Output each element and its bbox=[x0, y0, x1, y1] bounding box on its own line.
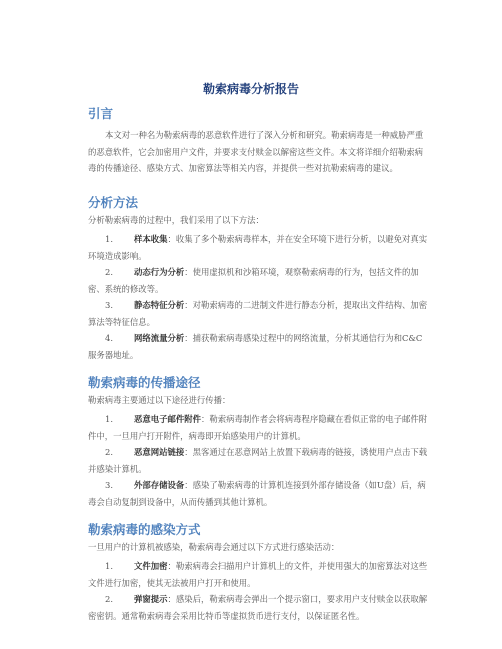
list-number: 3. bbox=[105, 300, 113, 310]
list-item-text: ：勒索病毒会扫描用户计算机上的文件，并使用强大的加密算法对这些文件进行加密，使其无法被用户打开和使用。 bbox=[88, 561, 428, 588]
list-item bbox=[88, 591, 430, 624]
introduction-paragraph: 本文对一种名为勒索病毒的恶意软件进行了深入分析和研究。勒索病毒是一种威胁严重的恶意软件，它会加密用户文件，并要求支付赎金以解密这些文件。本文将详细介绍勒索病毒的传播途径、感染方式、加密算法等相关内容，并提供一些对抗勒索病毒的建议。 bbox=[88, 130, 424, 173]
list-item-lead: 文件加密 bbox=[134, 561, 168, 571]
section-heading-introduction: 引言 bbox=[88, 106, 114, 121]
list-item-lead: 网络流量分析 bbox=[134, 333, 185, 343]
section-heading-propagation: 勒索病毒的传播途径 bbox=[88, 375, 201, 390]
list-item-text: ：使用虚拟机和沙箱环境，观察勒索病毒的行为，包括文件的加密、系统的修改等。 bbox=[88, 267, 419, 294]
list-item-text: ：感染了勒索病毒的计算机连接到外部存储设备（如U盘）后，病毒会自动复制到设备中，从而传播到其他计算机。 bbox=[88, 480, 426, 507]
infection-intro: 一旦用户的计算机被感染，勒索病毒会通过以下方式进行感染活动： bbox=[88, 542, 340, 552]
list-number: 1. bbox=[105, 234, 113, 244]
list-item bbox=[88, 444, 430, 477]
list-number: 2. bbox=[105, 267, 113, 277]
list-item-text: ：感染后，勒索病毒会弹出一个提示窗口，要求用户支付赎金以获取解密密钥。通常勒索病毒会采用比特币等虚拟货币进行支付，以保证匿名性。 bbox=[88, 594, 428, 621]
list-item-text: ：黑客通过在恶意网站上放置下载病毒的链接，诱使用户点击下载并感染计算机。 bbox=[88, 447, 428, 474]
list-item bbox=[88, 411, 430, 444]
list-item-text: ：捕获勒索病毒感染过程中的网络流量，分析其通信行为和C&C服务器地址。 bbox=[88, 333, 423, 360]
list-item bbox=[88, 264, 430, 297]
list-item bbox=[88, 477, 430, 510]
section-heading-infection: 勒索病毒的感染方式 bbox=[88, 522, 201, 537]
list-item bbox=[88, 330, 430, 363]
list-number: 2. bbox=[105, 447, 113, 457]
methods-intro: 分析勒索病毒的过程中，我们采用了以下方法： bbox=[88, 215, 264, 225]
list-number: 4. bbox=[105, 333, 113, 343]
list-item bbox=[88, 558, 430, 591]
list-number: 1. bbox=[105, 414, 113, 424]
list-item-lead: 静态特征分析 bbox=[134, 300, 185, 310]
list-number: 1. bbox=[105, 561, 113, 571]
list-item bbox=[88, 231, 430, 264]
list-item bbox=[88, 297, 430, 330]
list-item-lead: 样本收集 bbox=[134, 234, 168, 244]
list-item-lead: 动态行为分析 bbox=[134, 267, 185, 277]
list-number: 3. bbox=[105, 480, 113, 490]
list-item-text: ：收集了多个勒索病毒样本，并在安全环境下进行分析，以避免对真实环境造成影响。 bbox=[88, 234, 428, 261]
propagation-intro: 勒索病毒主要通过以下途径进行传播： bbox=[88, 395, 231, 405]
list-item-lead: 外部存储设备 bbox=[134, 480, 185, 490]
list-item-text: ：勒索病毒制作者会将病毒程序隐藏在看似正常的电子邮件附件中，一旦用户打开附件，病毒即开始感染用户的计算机。 bbox=[88, 414, 428, 441]
list-number: 2. bbox=[105, 594, 113, 604]
list-item-lead: 恶意网站链接 bbox=[134, 447, 185, 457]
report-title: 勒索病毒分析报告 bbox=[202, 82, 299, 96]
list-item-lead: 弹窗提示 bbox=[134, 594, 168, 604]
list-item-lead: 恶意电子邮件附件 bbox=[134, 414, 201, 424]
list-item-text: ：对勒索病毒的二进制文件进行静态分析，提取出文件结构、加密算法等特征信息。 bbox=[88, 300, 428, 327]
section-heading-methods: 分析方法 bbox=[88, 195, 139, 210]
